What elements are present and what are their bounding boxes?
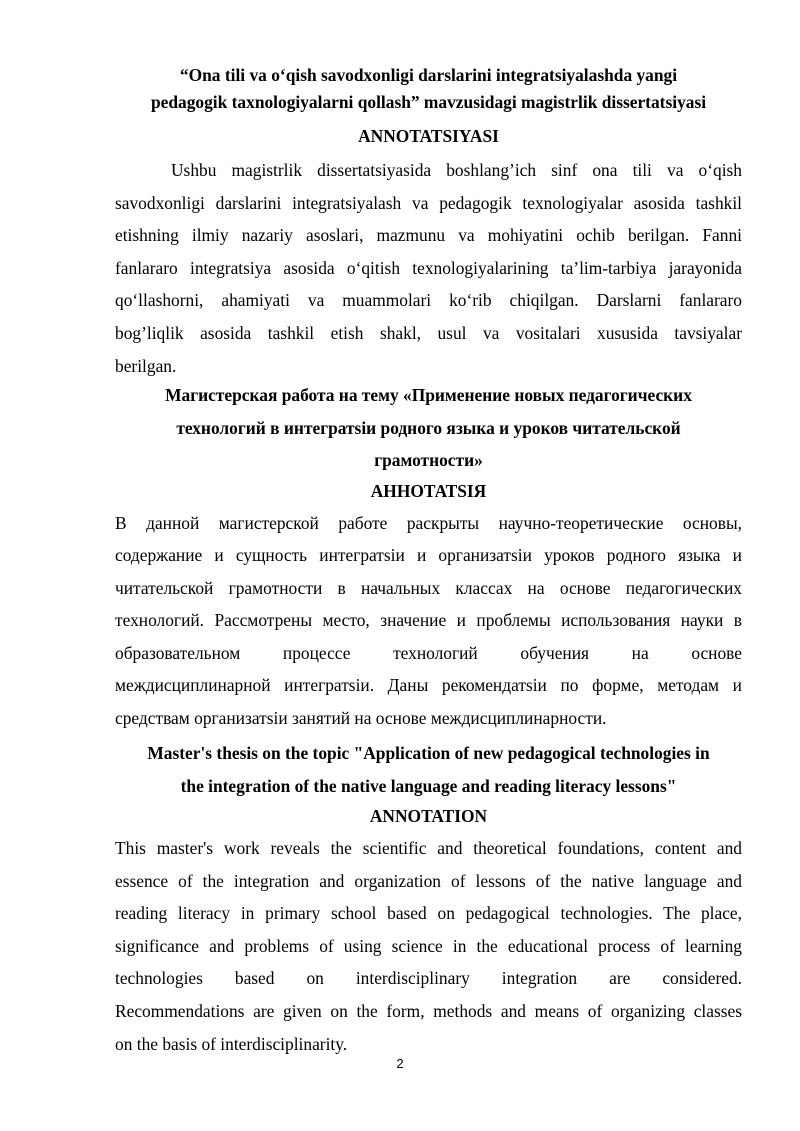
uzbek-body-line-5: qo‘llashorni, ahamiyati va muammolari ko‘rib chiqilgan. Darslarni fanlararo bbox=[115, 290, 742, 311]
russian-title bbox=[115, 379, 742, 477]
english-body-line-1: This master's work reveals the scientific and theoretical foundations, content and bbox=[115, 838, 742, 858]
russian-annotation-heading: АННОТАТSIЯ bbox=[370, 480, 487, 501]
english-annotation-heading: ANNOTATION bbox=[369, 806, 488, 826]
english-body-line-4: significance and problems of using science in the educational process of learning bbox=[115, 935, 742, 956]
english-title bbox=[115, 737, 742, 802]
uzbek-body-line-4: fanlararo integratsiya asosida o‘qitish texnologiyalarining ta’lim-tarbiya jarayonida bbox=[115, 257, 742, 278]
page-number: 2 bbox=[396, 1056, 404, 1071]
english-body-line-2: essence of the integration and organization of lessons of the native language and bbox=[115, 870, 742, 891]
russian-section bbox=[115, 379, 742, 735]
uzbek-body-line-7: berilgan. bbox=[115, 355, 177, 376]
english-title-line-1: Master's thesis on the topic "Application of new pedagogical technologies in bbox=[147, 743, 710, 763]
uzbek-body-line-1: Ushbu magistrlik dissertatsiyasida boshlang’ich sinf ona tili va o‘qish bbox=[171, 160, 742, 180]
russian-title-line-3: грамотности» bbox=[374, 450, 483, 470]
uzbek-title bbox=[115, 62, 742, 116]
russian-title-line-2: технологий в интегратsiи родного языка и уроков читательской bbox=[176, 417, 681, 438]
russian-body-line-4: технологий. Рассмотрены место, значение и проблемы использования науки в bbox=[115, 610, 742, 631]
uzbek-body-line-3: etishning ilmiy nazariy asoslari, mazmunu va mohiyatini ochib berilgan. Fanni bbox=[115, 225, 742, 246]
english-body-line-5: technologies based on interdisciplinary integration are considered. bbox=[115, 968, 742, 989]
english-section bbox=[115, 737, 742, 1060]
english-body-line-6: Recommendations are given on the form, methods and means of organizing classes bbox=[115, 1000, 742, 1021]
russian-body-line-7: средствам организатsiи занятий на основе междисциплинарности. bbox=[115, 708, 607, 729]
uzbek-body-line-2: savodxonligi darslarini integratsiyalash va pedagogik texnologiyalar asosida tashkil bbox=[115, 192, 742, 213]
russian-body-line-6: междисциплинарной интегратsiи. Даны рекомендатsiи по форме, методам и bbox=[115, 675, 742, 696]
russian-title-line-1: Магистерская работа на тему «Применение новых педагогических bbox=[165, 385, 692, 405]
uzbek-section bbox=[115, 62, 742, 382]
uzbek-title-line-1: “Ona tili va o‘qish savodxonligi darslarini integratsiyalashda yangi bbox=[179, 65, 678, 85]
english-annotation-body bbox=[115, 832, 742, 1060]
english-body-line-3: reading literacy in primary school based on pedagogical technologies. The place, bbox=[115, 903, 742, 924]
russian-body-line-2: содержание и сущность интегратsiи и организатsiи уроков родного языка и bbox=[115, 545, 742, 566]
russian-annotation-body bbox=[115, 507, 742, 735]
english-title-line-2: the integration of the native language and reading literacy lessons" bbox=[180, 775, 677, 796]
uzbek-title-line-2: pedagogik taxnologiyalarni qollash” mavzusidagi magistrlik dissertatsiyasi bbox=[150, 92, 707, 112]
english-body-line-7: on the basis of interdisciplinarity. bbox=[115, 1033, 348, 1054]
uzbek-annotation-body bbox=[115, 154, 742, 382]
russian-body-line-5: образовательном процессе технологий обучения на основе bbox=[115, 642, 742, 663]
uzbek-body-line-6: bog’liqlik asosida tashkil etish shakl, usul va vositalari xususida tavsiyalar bbox=[115, 322, 742, 343]
uzbek-annotation-heading: ANNOTATSIYASI bbox=[358, 126, 499, 146]
russian-body-line-3: читательской грамотности в начальных классах на основе педагогических bbox=[115, 577, 742, 598]
russian-body-line-1: В данной магистерской работе раскрыты научно-теоретические основы, bbox=[115, 512, 742, 533]
